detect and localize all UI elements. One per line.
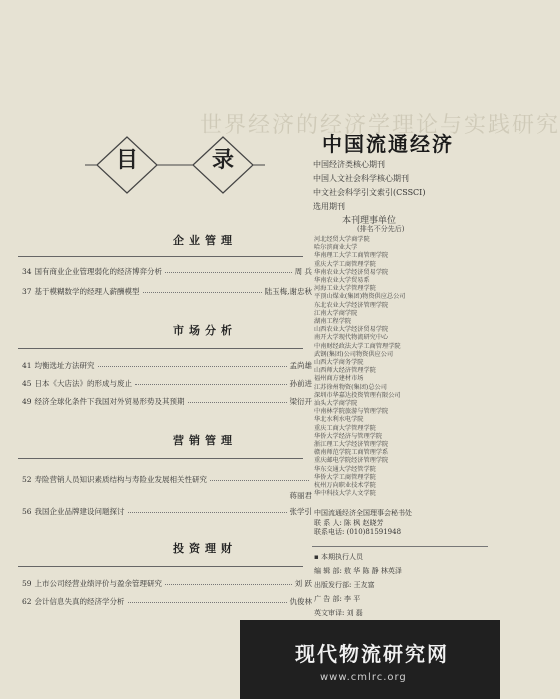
toc-page-number: 37 — [22, 287, 32, 296]
toc-page-number: 52 — [22, 475, 32, 484]
council-member: 江南大学商学院 — [314, 309, 358, 317]
toc-article-title: 国有商业企业管理弱化的经济博弈分析 — [34, 267, 163, 276]
toc-page-number: 49 — [22, 397, 32, 406]
index-item: 选用期刊 — [313, 202, 345, 211]
toc-page-number: 59 — [22, 579, 32, 588]
council-member: 山西大学商务学院 — [314, 359, 364, 367]
divider — [312, 546, 488, 547]
journal-title: 中国流通经济 — [322, 132, 454, 156]
toc-leader-dots — [210, 479, 309, 481]
toc-author: 梁衍开 — [289, 397, 312, 406]
toc-page-number: 56 — [22, 507, 32, 516]
watermark-banner — [240, 620, 500, 699]
council-member: 重庆工商大学管理学院 — [314, 424, 376, 432]
toc-entry[interactable] — [22, 474, 312, 485]
council-title: 本刊理事单位 — [342, 216, 397, 226]
toc-author: 张学引 — [289, 507, 312, 516]
council-member: 重庆大学工商管理学院 — [314, 260, 376, 268]
council-member: 中南财经政法大学工商管理学院 — [314, 342, 401, 350]
council-member-list — [314, 236, 489, 499]
council-member: 湖南工程学院 — [314, 318, 352, 326]
toc-entry[interactable] — [22, 506, 312, 517]
toc-article-title: 基于模糊数学的经理人薪酬模型 — [34, 287, 140, 296]
council-member: 山西师大经济管理学院 — [314, 367, 376, 375]
toc-entry[interactable] — [22, 286, 312, 297]
toc-leader-dots — [143, 291, 262, 293]
section-divider — [18, 566, 303, 567]
council-member: 华侨大学经济与管理学院 — [314, 432, 383, 440]
index-item: 中文社会科学引文索引(CSSCI) — [313, 188, 426, 197]
council-member: 河北经贸大学商学院 — [314, 236, 370, 243]
toc-article-title: 我国企业品牌建设问题探讨 — [34, 507, 125, 516]
toc-leader-dots — [165, 271, 292, 273]
contents-heading-frame — [85, 135, 265, 195]
council-member: 南开大学现代物流研究中心 — [314, 334, 389, 342]
council-member: 华南农业大学经济贸易学院 — [314, 268, 389, 276]
staff-title: ▪ 本期执行人员 — [314, 553, 363, 561]
staff-title-text: 本期执行人员 — [320, 553, 363, 561]
council-member: 华中科技大学人文学院 — [314, 490, 376, 498]
section-divider — [18, 348, 303, 349]
toc-article-title: 均衡选址方法研究 — [34, 361, 95, 370]
contents-char-mu: 目 — [116, 147, 139, 173]
toc-article-title: 上市公司经营业绩评价与盈余管理研究 — [34, 579, 163, 588]
toc-author: 仇俊林 — [289, 597, 312, 606]
council-member: 杭州万向职业技术学院 — [314, 482, 376, 490]
council-member: 深圳市华嘉达投资管理有限公司 — [314, 391, 401, 399]
journal-index-list — [313, 158, 488, 214]
toc-author: 孟尚雄 — [289, 361, 312, 370]
toc-entry[interactable] — [22, 596, 312, 607]
contents-heading — [85, 135, 265, 195]
toc-page-number: 45 — [22, 379, 32, 388]
toc-author: 孙前进 — [289, 379, 312, 388]
council-note: (排名不分先后) — [357, 225, 405, 233]
council-member: 重庆邮电学院经济管理学院 — [314, 457, 389, 465]
toc-author: 刘 跃 — [294, 579, 312, 588]
council-contact-phone: 联系电话: (010)81591948 — [314, 528, 402, 536]
toc-author: 陆玉梅,谢忠秋 — [264, 287, 312, 296]
toc-entry[interactable] — [22, 578, 312, 589]
toc-page-number: 34 — [22, 267, 32, 276]
toc-leader-dots — [98, 365, 287, 367]
toc-article-title: 经济全球化条件下我国对外贸易形势及其预期 — [34, 397, 185, 406]
toc-article-title: 寿险营销人员知识素质结构与寿险业发展相关性研究 — [34, 475, 208, 484]
council-member: 华侨大学工商管理学院 — [314, 473, 376, 481]
council-member: 华东交通大学经管学院 — [314, 465, 376, 473]
toc-entry[interactable] — [22, 266, 312, 277]
toc-leader-dots — [128, 511, 287, 513]
council-contact — [314, 509, 489, 538]
faded-header-text: 世界经济的经济学理论与实践研究 — [200, 113, 560, 138]
council-member: 华北水利水电学院 — [314, 416, 364, 424]
staff-line: 英文审译: 刘 磊 — [314, 609, 363, 617]
council-member: 汕头大学商学院 — [314, 400, 358, 408]
council-member: 华南理工大学工商管理学院 — [314, 252, 389, 260]
toc-entry[interactable] — [22, 396, 312, 407]
staff-line: 广 告 部: 李 平 — [314, 595, 361, 603]
section-title: 企业管理 — [173, 234, 237, 247]
council-member: 武钢(集团)公司物资供应公司 — [314, 350, 394, 358]
council-member: 福州商方建材市场 — [314, 375, 364, 383]
toc-page-number: 62 — [22, 597, 32, 606]
council-member: 赣南师范学院工商管理学系 — [314, 449, 389, 457]
section-divider — [18, 256, 303, 257]
toc-article-title: 会计信息失真的经济学分析 — [34, 597, 125, 606]
toc-page-number: 41 — [22, 361, 32, 370]
toc-leader-dots — [165, 583, 292, 585]
staff-line: 出版发行部: 王友富 — [314, 581, 375, 589]
watermark-url: www.cmlrc.org — [320, 672, 407, 683]
council-member: 中南林学院旅游与管理学院 — [314, 408, 389, 416]
toc-leader-dots — [128, 601, 287, 603]
index-item: 中国经济类核心期刊 — [313, 160, 385, 169]
council-member: 江苏徐州物资(集团)总公司 — [314, 383, 387, 391]
toc-entry[interactable] — [22, 378, 312, 389]
section-divider — [18, 458, 303, 459]
section-title: 投资理财 — [173, 542, 237, 555]
toc-author: 蒋丽君 — [289, 491, 312, 500]
section-title: 营销管理 — [173, 434, 237, 447]
index-item: 中国人文社会科学核心期刊 — [313, 174, 409, 183]
council-member: 山西农业大学经济贸易学院 — [314, 326, 389, 334]
council-secretariat: 中国流通经济全国理事会秘书处 — [314, 509, 412, 517]
section-title: 市场分析 — [173, 324, 237, 337]
council-member: 河海工业大学管理学院 — [314, 285, 376, 293]
watermark-site-name: 现代物流研究网 — [295, 642, 449, 666]
council-member: 哈尔滨商业大学 — [314, 244, 358, 252]
toc-author: 周 兵 — [294, 267, 312, 276]
council-member: 东北农业大学经济管理学院 — [314, 301, 389, 309]
toc-entry[interactable] — [22, 360, 312, 371]
staff-line: 编 辑 部: 敖 华 陈 静 林英泽 — [314, 567, 402, 575]
toc-article-title: 日本《大店法》的形成与废止 — [34, 379, 133, 388]
council-member: 平顶山煤业(集团)物资供应总公司 — [314, 293, 406, 301]
council-contact-person: 联 系 人: 陈 枫 赵晓芳 — [314, 518, 384, 527]
staff-block — [314, 550, 490, 620]
council-member: 华南农业大学贸易系 — [314, 277, 370, 285]
contents-char-lu: 录 — [212, 147, 235, 173]
toc-leader-dots — [135, 383, 286, 385]
toc-leader-dots — [188, 401, 287, 403]
council-member: 浙江理工大学经济管理学院 — [314, 441, 389, 449]
